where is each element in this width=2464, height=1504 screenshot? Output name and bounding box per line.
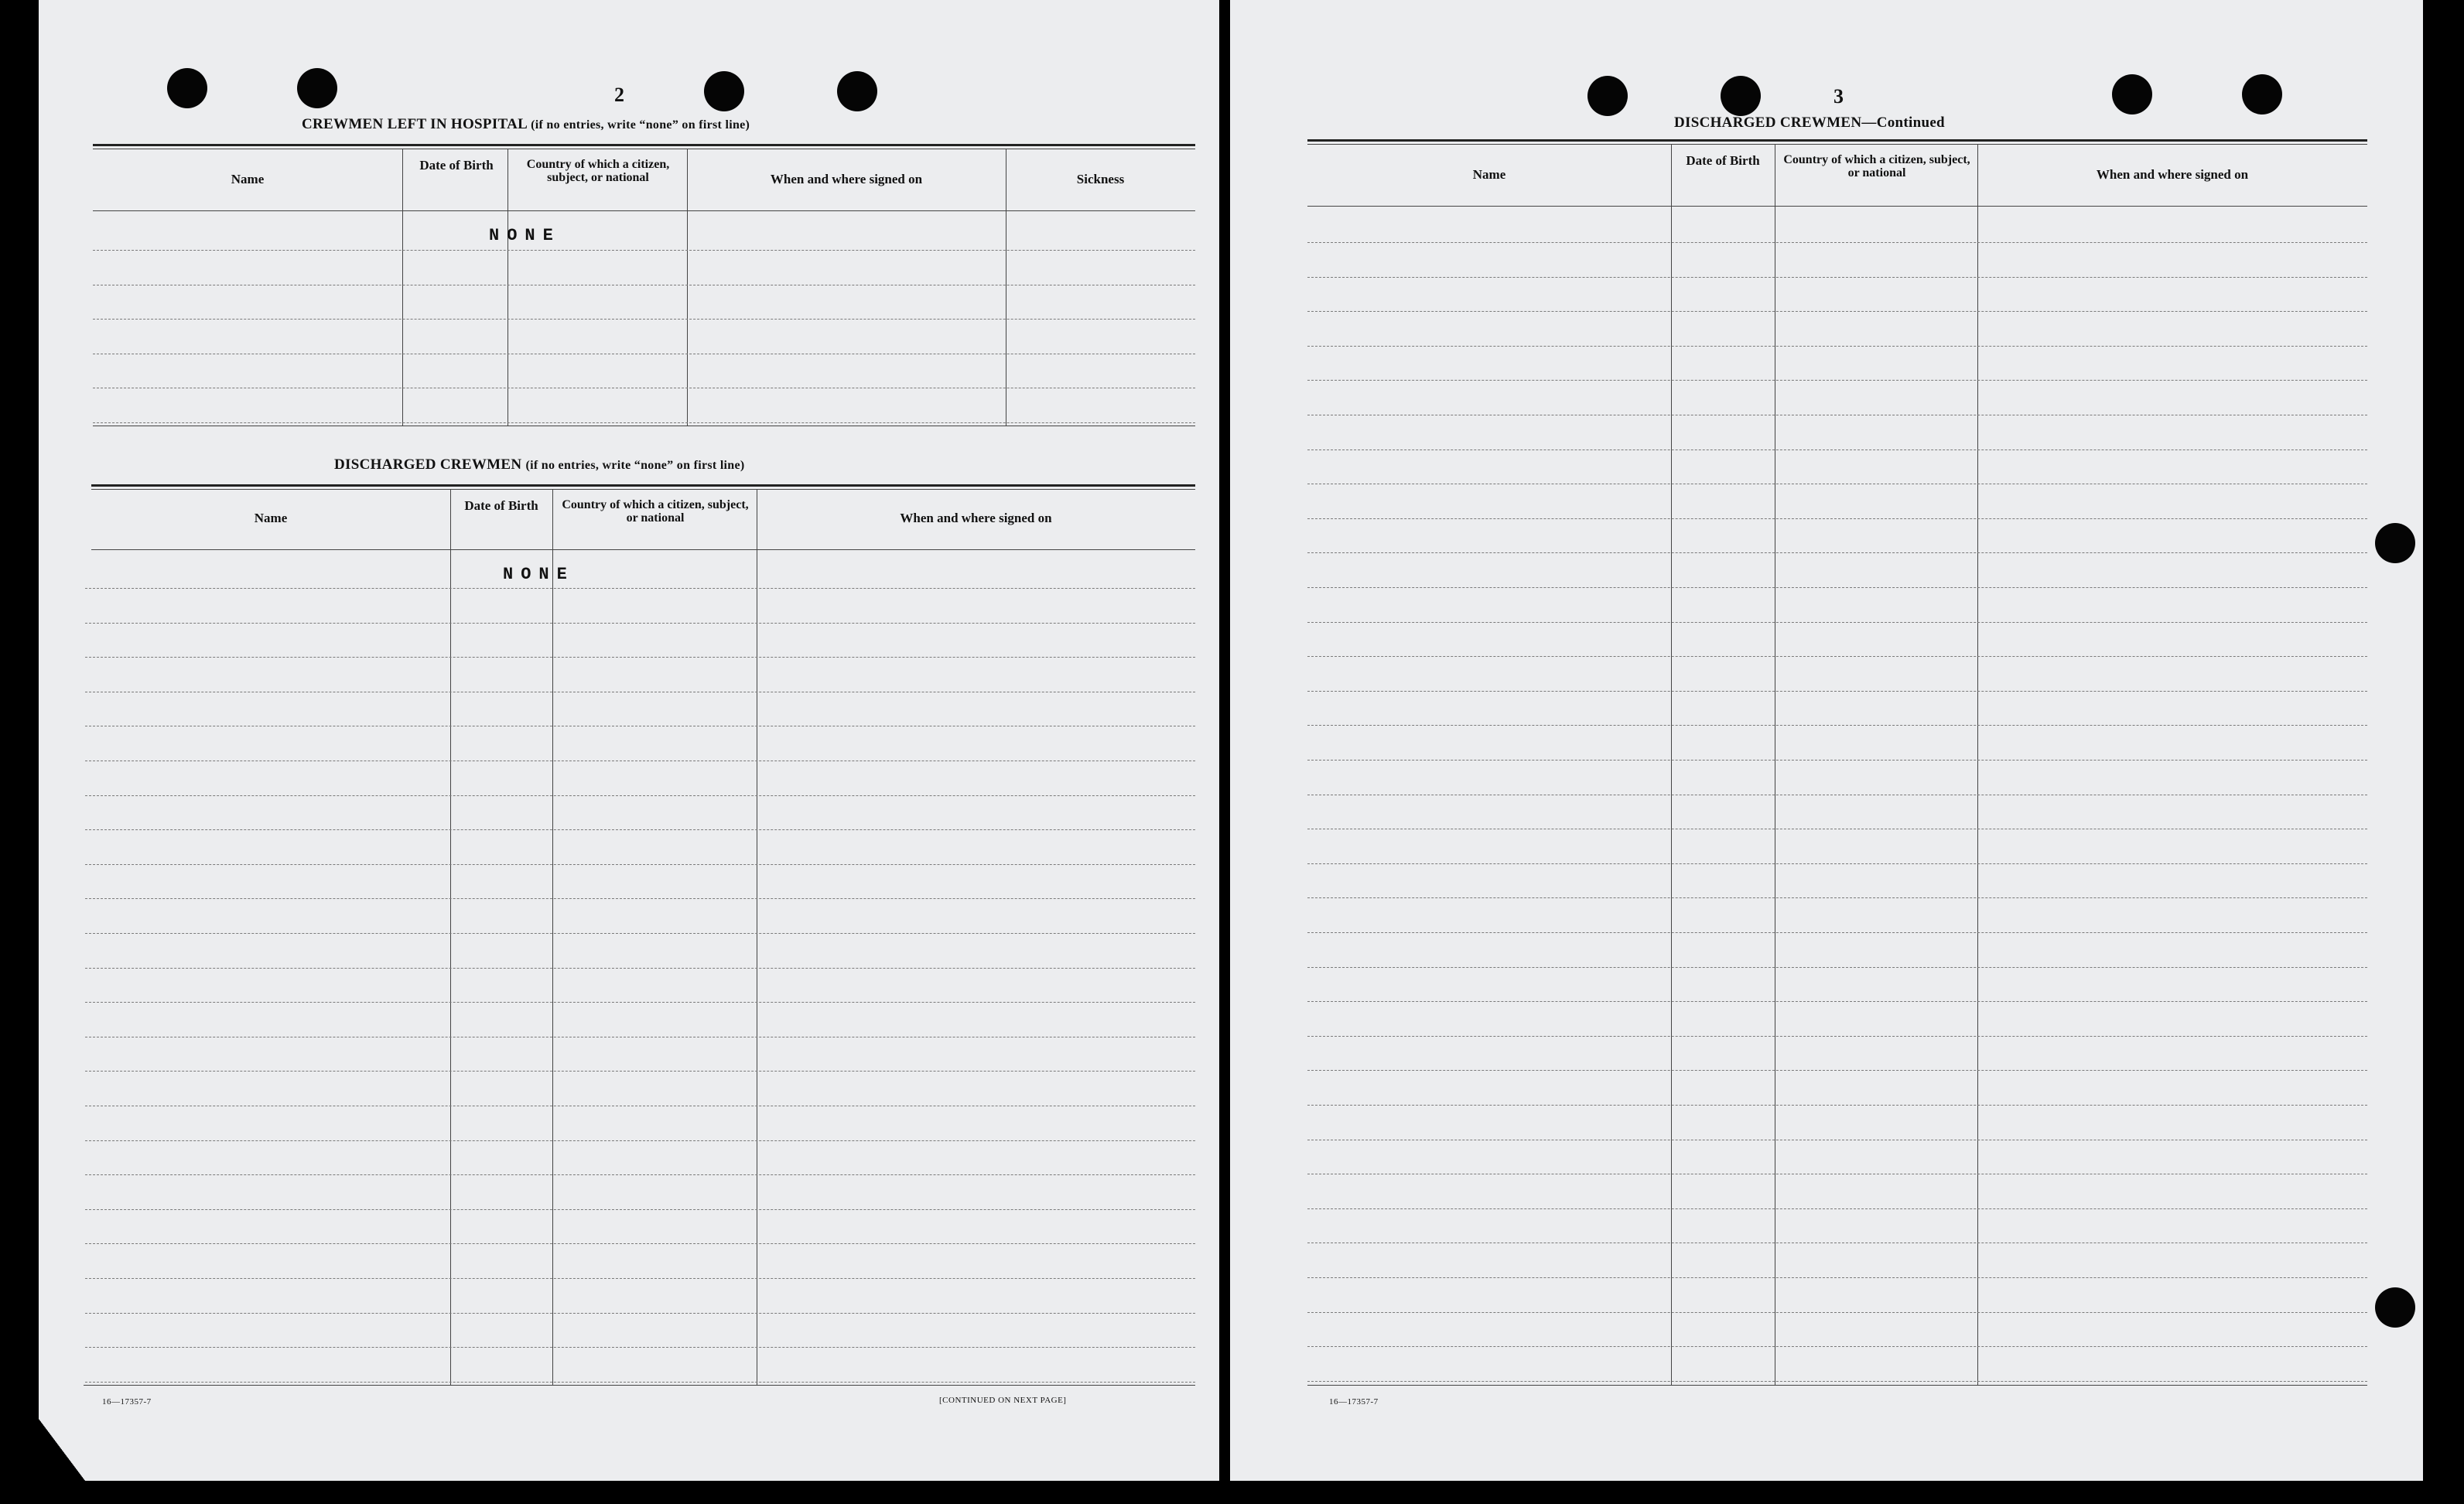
table-rule — [91, 549, 1195, 550]
column-header-name: Name — [1472, 167, 1506, 182]
column-header-date-of-birth: Date of Birth — [419, 158, 494, 173]
table-row-line — [85, 1071, 1195, 1072]
column-divider — [687, 149, 688, 426]
column-header-sickness: Sickness — [1076, 172, 1125, 186]
left-page — [39, 0, 1219, 1481]
punch-hole — [704, 71, 744, 111]
table-row-line — [85, 623, 1195, 624]
punch-hole — [2375, 1287, 2415, 1328]
table-row-line — [1307, 863, 2367, 864]
table-row-line — [85, 933, 1195, 934]
table-row-line — [85, 657, 1195, 658]
table-row-line — [1307, 691, 2367, 692]
column-header-country: Country of which a citizen, subject, or national — [562, 498, 749, 525]
column-header-country: Country of which a citizen, subject, or national — [526, 158, 670, 184]
table-row-line — [85, 829, 1195, 830]
table-row-line — [1307, 1105, 2367, 1106]
table-row-line — [1307, 380, 2367, 381]
table-row-line — [1307, 1312, 2367, 1313]
column-divider — [1671, 144, 1672, 1385]
table-rule — [1307, 206, 2367, 207]
table-rule — [93, 144, 1195, 146]
table-row-line — [85, 1209, 1195, 1210]
table-row-line — [1307, 622, 2367, 623]
punch-hole — [1721, 76, 1761, 116]
column-header-name: Name — [231, 172, 265, 186]
column-divider — [1977, 144, 1978, 1385]
punch-hole — [2242, 74, 2282, 115]
table-row-line — [1307, 1277, 2367, 1278]
section-title-discharged-continued: DISCHARGED CREWMEN—Continued — [1674, 115, 1945, 131]
table-row-line — [1307, 1208, 2367, 1209]
column-header-date-of-birth: Date of Birth — [1686, 153, 1760, 168]
table-row-line — [93, 319, 1195, 320]
table-row-line — [1307, 1070, 2367, 1071]
column-header-signed-on: When and where signed on — [770, 172, 923, 186]
table-row-line — [85, 898, 1195, 899]
table-row-line — [85, 1313, 1195, 1314]
form-number: 16—17357-7 — [102, 1397, 152, 1407]
punch-hole — [2375, 523, 2415, 563]
column-header-signed-on: When and where signed on — [900, 511, 1052, 525]
punch-hole — [2112, 74, 2152, 115]
table-rule — [1307, 1385, 2367, 1386]
table-row-line — [1307, 1036, 2367, 1037]
column-header-name: Name — [254, 511, 288, 525]
table-row-line — [85, 1002, 1195, 1003]
table-row-line — [85, 968, 1195, 969]
section-title-discharged: DISCHARGED CREWMEN (if no entries, write “none” on first line) — [334, 456, 745, 473]
table-row-line — [1307, 1346, 2367, 1347]
page-number: 2 — [614, 84, 624, 106]
table-row-line — [85, 1382, 1195, 1383]
column-header-date-of-birth: Date of Birth — [464, 498, 538, 513]
table-row-line — [1307, 587, 2367, 588]
column-divider — [402, 149, 403, 426]
table-row-line — [1307, 725, 2367, 726]
table-row-line — [93, 250, 1195, 251]
table-rule — [84, 1385, 1195, 1386]
table-row-line — [1307, 1381, 2367, 1382]
table-row-line — [1307, 552, 2367, 553]
section-title-hospital: CREWMEN LEFT IN HOSPITAL (if no entries, write “none” on first line) — [302, 116, 750, 132]
table-row-line — [1307, 311, 2367, 312]
table-row-line — [85, 588, 1195, 589]
table-row-line — [85, 1174, 1195, 1175]
punch-hole — [1587, 76, 1628, 116]
table-row-line — [1307, 346, 2367, 347]
table-row-line — [1307, 449, 2367, 450]
table-row-line — [1307, 656, 2367, 657]
table-rule — [93, 210, 1195, 211]
table-row-line — [1307, 518, 2367, 519]
table-row-line — [93, 422, 1195, 423]
column-header-country: Country of which a citizen, subject, or national — [1783, 153, 1970, 179]
discharged-entry-none: NONE — [503, 565, 575, 584]
table-row-line — [1307, 897, 2367, 898]
table-row-line — [85, 864, 1195, 865]
table-rule — [1307, 144, 2367, 145]
punch-hole — [167, 68, 207, 108]
table-row-line — [1307, 1001, 2367, 1002]
table-row-line — [1307, 932, 2367, 933]
form-number: 16—17357-7 — [1329, 1397, 1379, 1407]
hospital-entry-none: NONE — [489, 226, 561, 245]
table-rule — [1307, 139, 2367, 142]
right-page — [1230, 0, 2423, 1481]
page-number: 3 — [1833, 85, 1844, 108]
punch-hole — [837, 71, 877, 111]
table-row-line — [85, 1347, 1195, 1348]
table-row-line — [1307, 277, 2367, 278]
table-row-line — [1307, 760, 2367, 761]
table-row-line — [85, 795, 1195, 796]
table-row-line — [85, 1140, 1195, 1141]
column-divider — [507, 149, 508, 426]
table-row-line — [85, 1278, 1195, 1279]
table-rule — [91, 484, 1195, 487]
table-rule — [91, 489, 1195, 490]
table-row-line — [1307, 967, 2367, 968]
punch-hole — [297, 68, 337, 108]
column-header-signed-on: When and where signed on — [2096, 167, 2249, 182]
table-row-line — [85, 1243, 1195, 1244]
table-row-line — [1307, 242, 2367, 243]
continued-note: [CONTINUED ON NEXT PAGE] — [939, 1396, 1067, 1405]
